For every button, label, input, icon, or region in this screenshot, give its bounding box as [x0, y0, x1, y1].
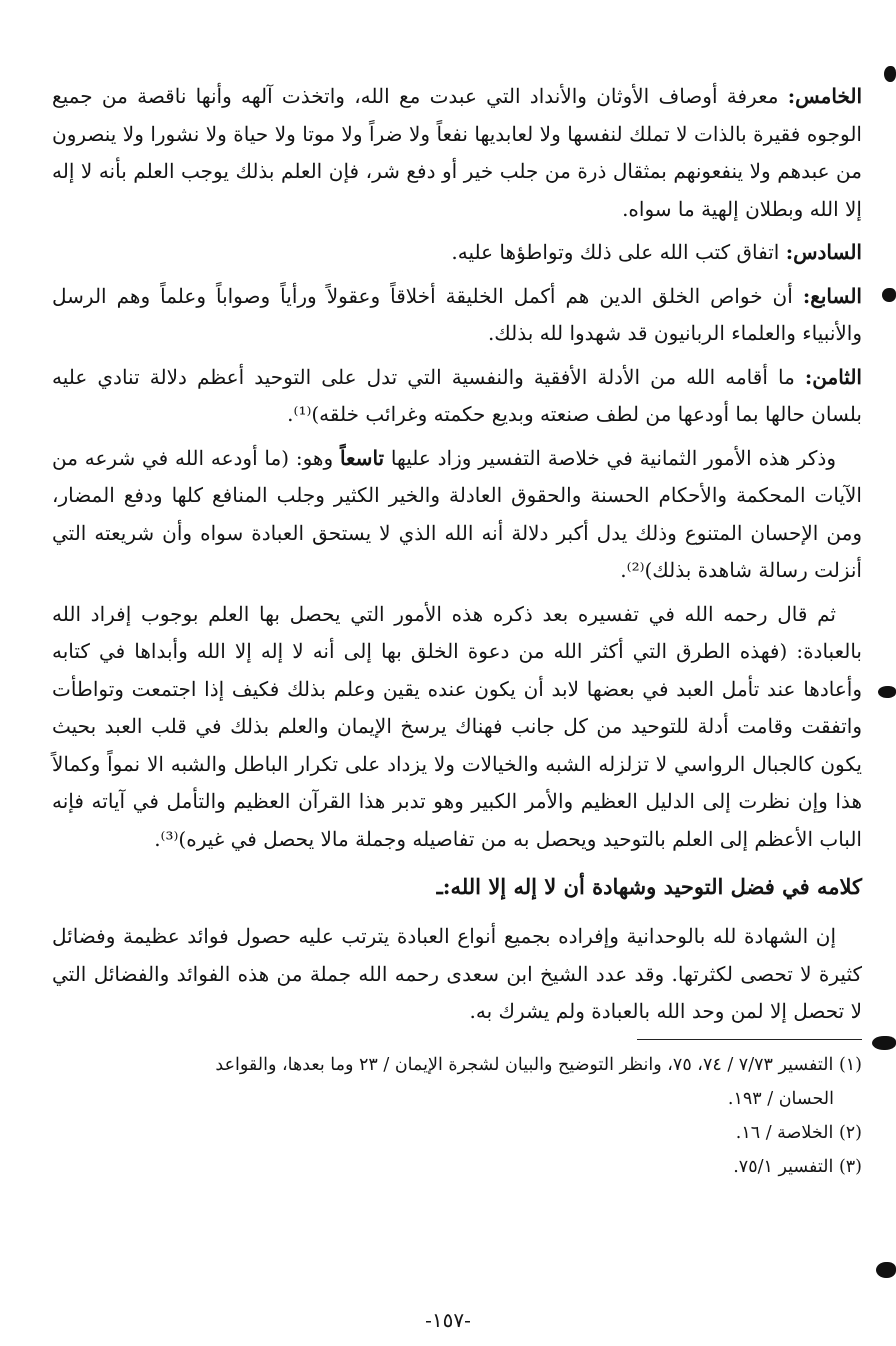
paragraph-text: وذكر هذه الأمور الثمانية في خلاصة التفسير وزاد عليها — [384, 445, 836, 470]
page-body — [52, 78, 862, 1184]
footnote-divider — [637, 1039, 862, 1040]
paragraph-text: وهو: (ما أودعه الله في شرعه من الآيات المحكمة والأحكام الحسنة والحقوق العادلة والخير الكثير وجلب المنافع كلها ودفع المضار، ومن الإحسان المتنوع وذلك يدل أكبر دلالة أنه الله الذي لا يستحق العبادة سواه وأن شريعته التي أنزلت رسالة شاهدة بذلك)⁽²⁾. — [52, 445, 862, 582]
paragraph-label: السادس: — [785, 240, 862, 264]
footnote-item — [52, 1048, 862, 1082]
scan-mark — [884, 66, 896, 82]
footnote-text: التفسير ٧٥/١. — [733, 1156, 834, 1177]
scan-mark — [876, 1262, 896, 1278]
paragraph-label: الثامن: — [804, 364, 862, 389]
paragraph-text: معرفة أوصاف الأوثان والأنداد التي عبدت مع الله، واتخذت آلهه وأنها ناقصة من جميع الوجوه فقيرة بالذات لا تملك لنفسها ولا لعابديها نفعاً ولا ضراً ولا موتا ولا حياة ولا نشورا ولا ينصرون من عبدهم ولا ينفعونهم بمثقال ذرة من جلب خير أو دفع شر، فإن العلم بذلك يوجب العلم بأنه لا إله إلا الله وبطلان إلهية ما سواه. — [52, 84, 862, 221]
scan-mark — [872, 1036, 896, 1050]
paragraph-fifth — [52, 78, 862, 228]
scan-mark — [878, 686, 896, 698]
paragraph-text: ما أقامه الله من الأدلة الأفقية والنفسية التي تدل على التوحيد أعظم دلالة تنادي عليه بلسان حالها بما أودعها من لطف صنعته وبديع حكمته وغرائب خلقه)⁽¹⁾. — [52, 364, 862, 426]
paragraph-label: السابع: — [802, 283, 862, 308]
footnote-text: التفسير ٧/٧٣ / ٧٤، ٧٥، وانظر التوضيح والبيان لشجرة الإيمان / ٢٣ وما بعدها، والقواعد — [215, 1054, 834, 1075]
scan-mark — [882, 288, 896, 302]
section-heading: كلامه في فضل التوحيد وشهادة أن لا إله إلا الله:ـ — [436, 874, 862, 899]
footnotes — [52, 1048, 862, 1184]
paragraph-tafsir-summary — [52, 440, 862, 590]
footnote-number: (١) — [838, 1054, 862, 1075]
footnote-number: (٣) — [838, 1156, 862, 1177]
paragraph-seventh — [52, 278, 862, 353]
footnote-item — [52, 1150, 862, 1184]
paragraph-emphasis: تاسعاً — [339, 445, 385, 470]
footnote-number: (٢) — [838, 1122, 862, 1143]
footnote-text: الخلاصة / ١٦. — [735, 1122, 834, 1143]
footnote-continuation: الحسان / ١٩٣. — [727, 1088, 834, 1109]
paragraph-shahada: إن الشهادة لله بالوحدانية وإفراده بجميع أنواع العبادة يترتب عليه حصول فوائد عظيمة وفضائل كثيرة لا تحصى لكثرتها. وقد عدد الشيخ ابن سعدى رحمه الله جملة من هذه الفوائد والفضائل التي لا تحصل إلا لمن وحد الله بالعبادة ولم يشرك به. — [52, 924, 862, 1023]
paragraph-label: الخامس: — [787, 84, 862, 108]
paragraph-text: اتفاق كتب الله على ذلك وتواطؤها عليه. — [451, 240, 786, 264]
page-number: -١٥٧- — [425, 1308, 471, 1332]
paragraph-text: أن خواص الخلق الدين هم أكمل الخليقة أخلاقاً وعقولاً ورأياً وصواباً وعلماً وهم الرسل والأنبياء والعلماء الربانيون قد شهدوا لله بذلك. — [52, 283, 862, 345]
paragraph-eighth — [52, 359, 862, 434]
paragraph-sixth — [52, 234, 862, 272]
footnote-item — [52, 1116, 862, 1150]
paragraph-quote: ثم قال رحمه الله في تفسيره بعد ذكره هذه الأمور التي يحصل بها العلم بوجوب إفراد الله بالعبادة: (فهذه الطرق التي أكثر الله من دعوة الخلق بها إلى أنه لا إله إلا الله وأبداها في كتابه وأعادها عند تأمل العبد في بعضها لابد أن يكون عنده يقين وعلم بذلك فكيف إذا اجتمعت وتواطأت واتفقت وقامت أدلة للتوحيد من كل جانب فهناك يرسخ الإيمان والعلم بذلك في قلب العبد بحيث يكون كالجبال الرواسي لا تزلزله الشبه والخيالات ولا يزداد على تكرار الباطل والشبه الا نمواً وكمالاً هذا وإن نظرت إلى الدليل العظيم والأمر الكبير وهو تدبر هذا القرآن العظيم والتأمل في آياته فإنه الباب الأعظم إلى العلم بالتوحيد ويحصل به من تفاصيله وجملة مالا يحصل في غيره)⁽³⁾. — [52, 601, 862, 851]
